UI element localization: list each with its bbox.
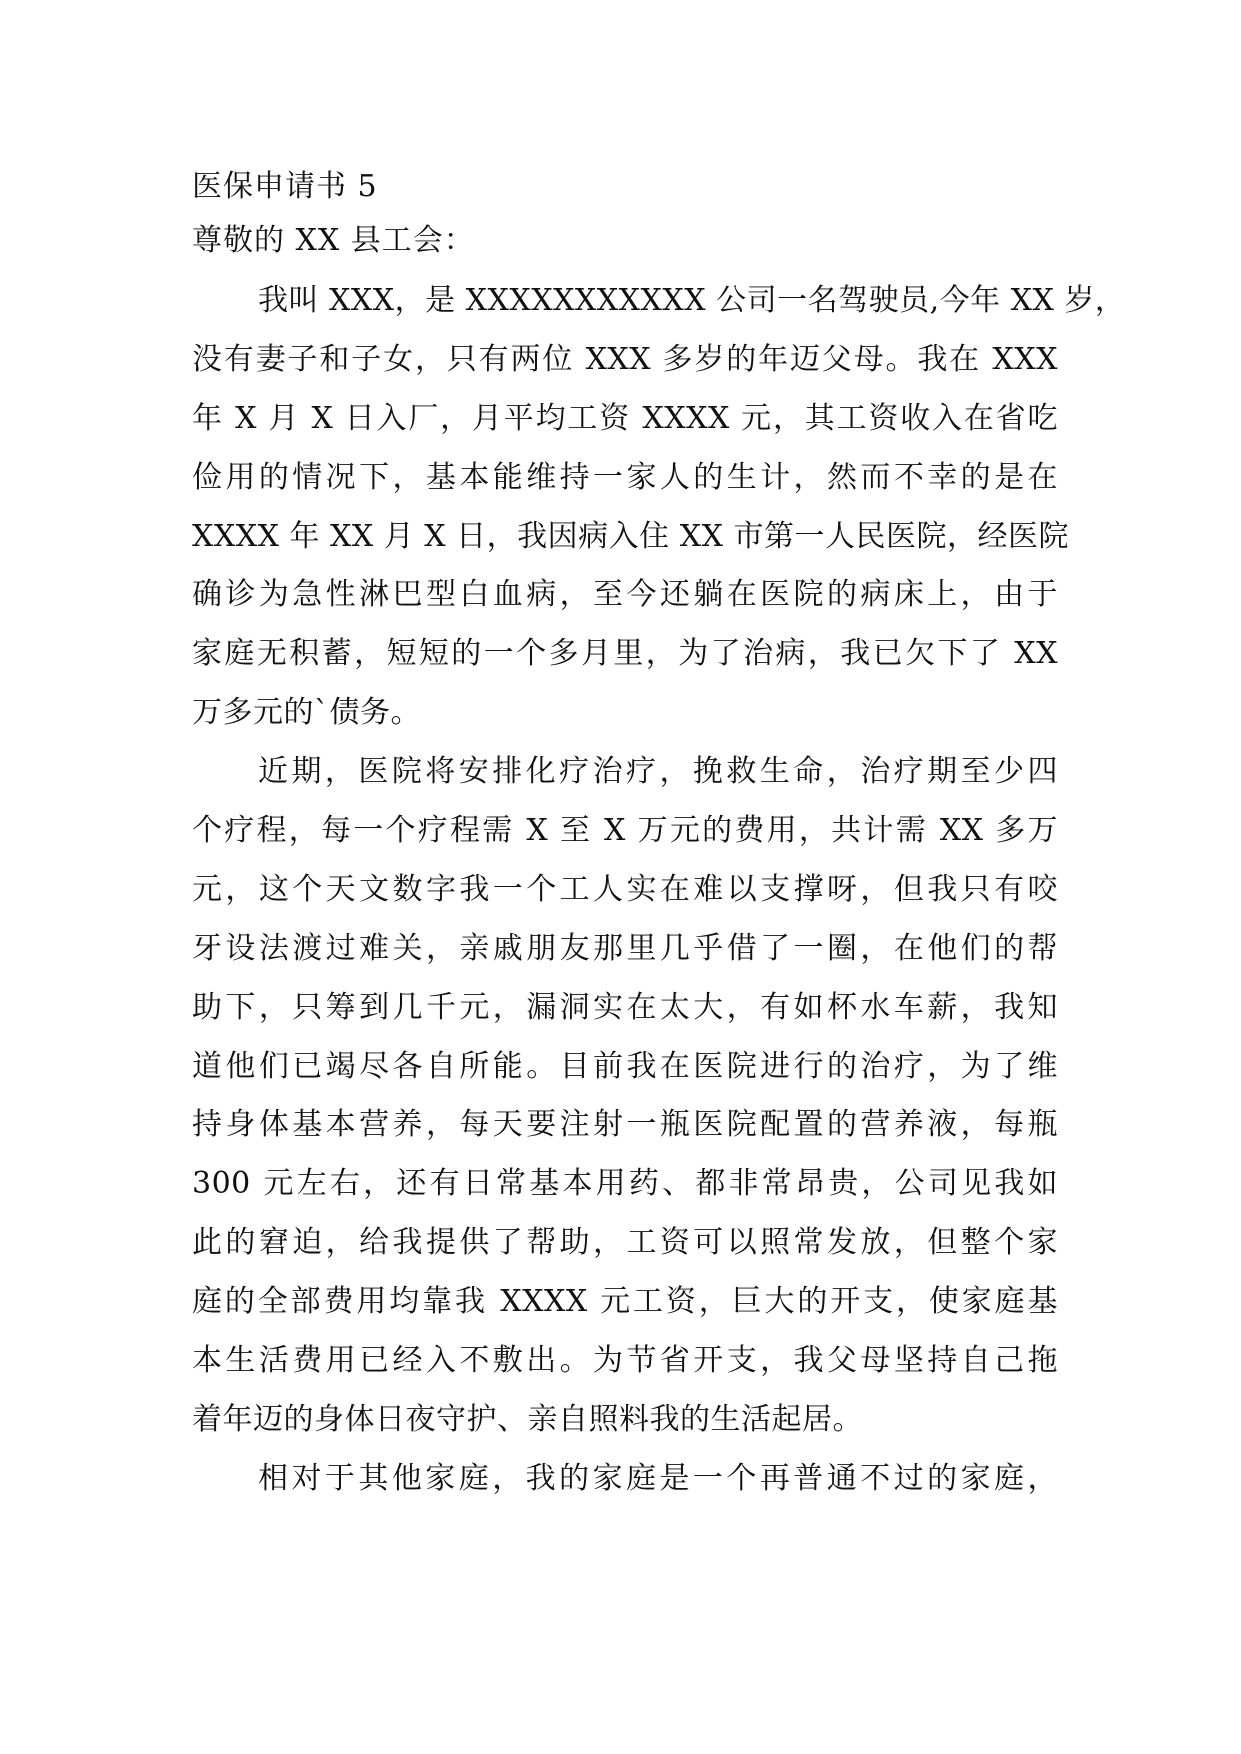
paragraph-line: 我叫 XXX，是 XXXXXXXXXXX 公司一名驾驶员,今年 XX 岁，: [258, 283, 1126, 318]
paragraph-line: 家庭无积蓄，短短的一个多月里，为了治病，我已欠下了 XX: [192, 636, 1058, 672]
paragraph-line: XXXX 年 XX 月 X 日，我因病入住 XX 市第一人民医院，经医院: [192, 518, 1069, 554]
paragraph-line: 个疗程，每一个疗程需 X 至 X 万元的费用，共计需 XX 多万: [192, 813, 1058, 849]
paragraph-1: [192, 272, 1126, 743]
paragraph-line: 助下，只筹到几千元，漏洞实在太大，有如杯水车薪，我知: [192, 989, 1058, 1025]
paragraph-line: 俭用的情况下，基本能维持一家人的生计，然而不幸的是在: [192, 459, 1058, 495]
paragraph-line: 牙设法渡过难关，亲戚朋友那里几乎借了一圈，在他们的帮: [192, 930, 1058, 966]
paragraph-line: 确诊为急性淋巴型白血病，至今还躺在医院的病床上，由于: [192, 577, 1058, 613]
paragraph-2: [192, 743, 1058, 1450]
paragraph-line: 庭的全部费用均靠我 XXXX 元工资，巨大的开支，使家庭基: [192, 1284, 1058, 1320]
paragraph-3: [192, 1450, 1058, 1509]
paragraph-line: 年 X 月 X 日入厂，月平均工资 XXXX 元，其工资收入在省吃: [192, 400, 1058, 436]
paragraph-line: 万多元的`债务。: [192, 695, 421, 731]
paragraph-line: 相对于其他家庭，我的家庭是一个再普通不过的家庭，: [258, 1460, 1058, 1496]
paragraph-line: 近期，医院将安排化疗治疗，挽救生命，治疗期至少四: [258, 754, 1058, 790]
paragraph-line: 此的窘迫，给我提供了帮助，工资可以照常发放，但整个家: [192, 1225, 1058, 1261]
paragraph-line: 本生活费用已经入不敷出。为节省开支，我父母坚持自己拖: [192, 1343, 1058, 1379]
letter-body: [192, 160, 1126, 1509]
paragraph-line: 着年迈的身体日夜守护、亲自照料我的生活起居。: [192, 1401, 863, 1437]
document-title: 医保申请书 5: [192, 169, 378, 204]
paragraph-line: 持身体基本营养，每天要注射一瓶医院配置的营养液，每瓶: [192, 1107, 1058, 1143]
paragraph-line: 没有妻子和子女，只有两位 XXX 多岁的年迈父母。我在 XXX: [192, 341, 1058, 377]
paragraph-line: 道他们已竭尽各自所能。目前我在医院进行的治疗，为了维: [192, 1048, 1058, 1084]
salutation: 尊敬的 XX 县工会：: [192, 223, 475, 258]
paragraph-line: 元，这个天文数字我一个工人实在难以支撑呀，但我只有咬: [192, 871, 1058, 907]
paragraph-line: 300 元左右，还有日常基本用药、都非常昂贵，公司见我如: [192, 1166, 1058, 1202]
